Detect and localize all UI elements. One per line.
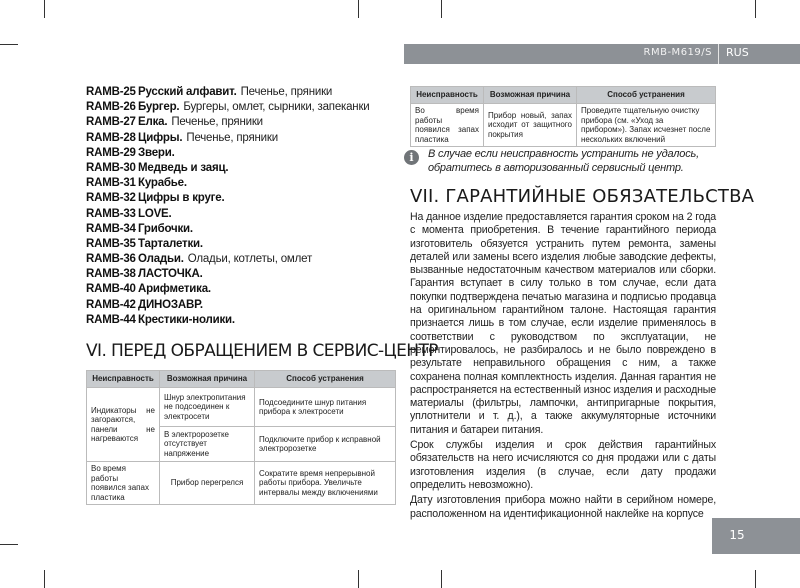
model-code: RAMB-25 (86, 86, 136, 98)
table-header: Способ устранения (577, 87, 716, 104)
warranty-paragraph: Срок службы изделия и срок действия гарантийных обязательств на него исчисляются со дня продажи или с даты изготовления изделия (в случае, если дату продажи определить невозможно). (410, 439, 716, 491)
model-name: Цифры. (138, 131, 183, 144)
warranty-paragraph: Дату изготовления прибора можно найти в серийном номере, расположенном на идентификационной наклейке на корпусе (410, 494, 716, 520)
table-header: Возможная причина (484, 87, 577, 104)
cause-cell: В электророзетке отсутствует напряжение (160, 427, 255, 462)
model-row (86, 237, 396, 252)
model-name: Крестики-нолики. (138, 313, 235, 326)
crop-mark (755, 570, 756, 588)
table-row (87, 462, 396, 505)
model-row (86, 298, 396, 313)
page-number: 15 (729, 528, 745, 542)
crop-mark (441, 0, 442, 18)
model-code: RAMB-29 (86, 146, 136, 159)
header-language: RUS (726, 46, 749, 59)
model-code: RAMB-40 (86, 283, 136, 296)
model-code: RAMB-34 (86, 222, 136, 235)
model-name: LOVE. (138, 207, 172, 220)
model-row (86, 100, 396, 115)
warranty-text (410, 211, 716, 523)
model-row (86, 313, 396, 328)
fix-cell: Проведите тщательную очистку прибора (см. «Уход за прибором»). Запах исчезнет после нескольких включений (577, 104, 716, 147)
crop-mark (358, 570, 359, 588)
model-name: Арифметика. (138, 283, 211, 296)
problem-cell: Во время работы появился запах пластика (87, 462, 160, 505)
fix-cell: Сократите время непрерывной работы прибора. Увеличьте интервалы между включениями (255, 462, 396, 505)
header-model: RMB-M619/S (643, 47, 712, 58)
cause-cell: Прибор новый, запах исходит от защитного покрытия (484, 104, 577, 147)
model-name: Елка. (138, 116, 168, 129)
model-name: Бургер. (138, 101, 180, 114)
model-description: Оладьи, котлеты, омлет (187, 253, 313, 266)
model-name: Грибочки. (138, 222, 193, 235)
model-code: RAMB-28 (86, 131, 136, 144)
model-code: RAMB-32 (86, 192, 136, 205)
cause-cell: Шнур электропитания не подсоединен к электросети (160, 388, 255, 427)
model-name: Курабье. (138, 177, 187, 190)
table-row (411, 104, 716, 147)
model-name: Цифры в круге. (138, 192, 225, 205)
problem-cell: Индикаторы не загораются, панели не нагреваются (87, 388, 160, 462)
model-row (86, 115, 396, 130)
model-row (86, 176, 396, 191)
model-code: RAMB-44 (86, 313, 136, 326)
model-row (86, 191, 396, 206)
header-separator (718, 44, 719, 64)
section-7-title: VII. ГАРАНТИЙНЫЕ ОБЯЗАТЕЛЬСТВА (410, 186, 755, 207)
troubleshooting-table-continued (410, 86, 716, 147)
model-code: RAMB-42 (86, 298, 136, 311)
model-name: ЛАСТОЧКА. (138, 268, 203, 281)
model-code: RAMB-30 (86, 161, 136, 174)
fix-cell: Подключите прибор к исправной электророзетке (255, 427, 396, 462)
problem-cell: Во время работы появился запах пластика (411, 104, 484, 147)
model-list (86, 85, 396, 328)
model-description: Печенье, пряники (186, 131, 278, 144)
model-row (86, 85, 396, 100)
model-description: Бургеры, омлет, сырники, запеканки (183, 101, 370, 114)
model-row (86, 207, 396, 222)
crop-mark (44, 570, 45, 588)
model-code: RAMB-26 (86, 101, 136, 114)
service-note: В случае если неисправность устранить не удалось, обратитесь в авторизованный сервисный центр. (428, 148, 699, 174)
model-code: RAMB-38 (86, 268, 136, 281)
table-header: Возможная причина (160, 371, 255, 388)
model-code: RAMB-33 (86, 207, 136, 220)
model-description: Печенье, пряники (240, 86, 333, 98)
model-name: Звери. (138, 146, 175, 159)
model-code: RAMB-35 (86, 237, 136, 250)
model-row (86, 282, 396, 297)
table-header: Неисправность (411, 87, 484, 104)
table-header: Неисправность (87, 371, 160, 388)
crop-mark (358, 0, 359, 18)
info-icon: i (404, 150, 419, 165)
cause-cell: Прибор перегрелся (160, 462, 255, 505)
troubleshooting-table (86, 370, 396, 505)
crop-mark (0, 544, 18, 545)
model-name: Тарталетки. (138, 237, 203, 250)
crop-mark (0, 44, 18, 45)
model-name: ДИНОЗАВР. (138, 298, 203, 311)
crop-mark (44, 0, 45, 18)
model-row (86, 222, 396, 237)
model-row (86, 252, 396, 267)
crop-mark (755, 0, 756, 18)
crop-mark (441, 570, 442, 588)
fix-cell: Подсоедините шнур питания прибора к электросети (255, 388, 396, 427)
model-name: Оладьи. (138, 253, 184, 266)
warranty-paragraph: На данное изделие предоставляется гарантия сроком на 2 года с момента приобретения. В течение гарантийного периода изготовитель обязуется устранить путем ремонта, замены деталей или замены всего изделия любые заводские дефекты, вызванные недостаточным качеством материалов или сборки. Гарантия вступает в силу только в том случае, если дата покупки подтверждена печатью магазина и подписью продавца на оригинальном гарантийном талоне. Настоящая гарантия признается лишь в том случае, если изделие применялось в соответствии с руководством по эксплуатации, не ремонтировалось, не разбиралось и не было повреждено в результате неправильного обращения с ним, а также сохранена полная комплектность изделия. Данная гарантия не распространяется на естественный износ изделия и расходные материалы (фильтры, лампочки, антипригарные покрытия, уплотнители и т. д.), а также аккумуляторные источники питания и батареи питания. (410, 211, 717, 436)
model-row (86, 267, 396, 282)
model-row (86, 146, 396, 161)
table-row (87, 388, 396, 427)
table-header: Способ устранения (255, 371, 396, 388)
section-6-title: VI. ПЕРЕД ОБРАЩЕНИЕМ В СЕРВИС-ЦЕНТР (86, 341, 438, 361)
model-code: RAMB-36 (86, 253, 136, 266)
model-code: RAMB-31 (86, 177, 136, 190)
model-name: Медведь и заяц. (138, 161, 229, 174)
model-code: RAMB-27 (86, 116, 136, 129)
model-description: Печенье, пряники (171, 116, 263, 129)
model-row (86, 161, 396, 176)
model-row (86, 131, 396, 146)
model-name: Русский алфавит. (138, 86, 237, 98)
